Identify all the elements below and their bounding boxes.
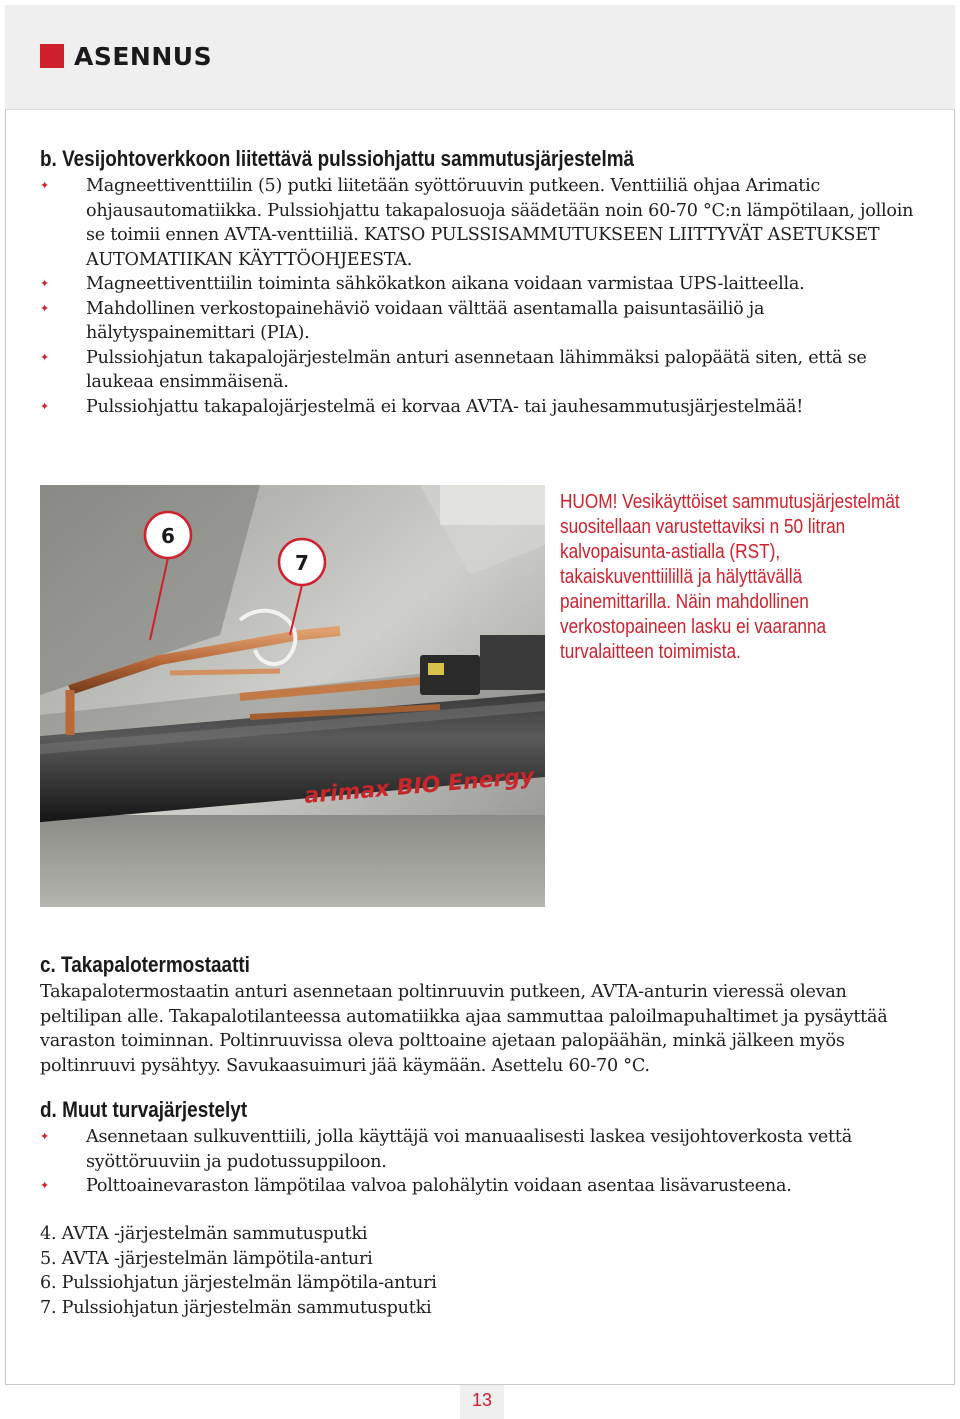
installation-photo-illustration — [40, 485, 545, 907]
legend-item: 5. AVTA -järjestelmän lämpötila-anturi — [40, 1248, 373, 1269]
bullet-icon: ✦ — [40, 1130, 49, 1143]
section-c-text: Takapalotermostaatin anturi asennetaan poltinruuvin putkeen, AVTA-anturin vieressä olevan peltilipan alle. Takapalotilanteessa automatiikka ajaa sammuttaa paloilmapuhaltimet ja pysäyttää varaston toiminnan. Poltinruuvissa oleva polttoaine ajetaan palopäähän, minkä jälkeen myös poltinruuvi pysähtyy. Savukaasuimuri jää käymään. Asettelu 60-70 °C. — [40, 982, 888, 1076]
legend-item: 7. Pulssiohjatun järjestelmän sammutusputki — [40, 1297, 432, 1318]
list-item: ✦ Magneettiventtiilin toiminta sähkökatkon aikana voidaan varmistaa UPS-laitteella. — [40, 272, 920, 297]
list-item: ✦ Pulssiohjattu takapalojärjestelmä ei korvaa AVTA- tai jauhesammutusjärjestelmää! — [40, 395, 920, 420]
list-item: ✦ Polttoainevaraston lämpötilaa valvoa palohälytin voidaan asentaa lisävarusteena. — [40, 1174, 920, 1199]
bullet-icon: ✦ — [40, 277, 49, 290]
bullet-icon: ✦ — [40, 350, 49, 364]
section-b-title: b. Vesijohtoverkkoon liitettävä pulssiohjattu sammutusjärjestelmä — [40, 146, 635, 171]
list-item: ✦ Pulssiohjatun takapalojärjestelmän anturi asennetaan lähimmäksi palopäätä siten, että se laukeaa ensimmäisenä. — [40, 347, 867, 392]
bullet-icon: ✦ — [40, 1179, 49, 1192]
huom-note: HUOM! Vesikäyttöiset sammutusjärjestelmät suositellaan varustettaviksi n 50 litran kalvopaisunta-astialla (RST), takaiskuventtiilillä ja hälyttävällä painemittarilla. Näin mahdollinen verkostopaineen lasku ei vaaranna turvalaitteen toimimista. — [560, 490, 900, 663]
list-item: ✦ Asennetaan sulkuventtiili, jolla käyttäjä voi manuaalisesti laskea vesijohtoverkosta vettä syöttöruuviin ja pudotussuppiloon. — [40, 1127, 852, 1172]
list-item: ✦ Magneettiventtiilin (5) putki liitetään syöttöruuvin putkeen. Venttiiliä ohjaa Arimatic ohjausautomatiikka. Pulssiohjattu takapalosuoja säädetään noin 60-70 °C:n lämpötilaan, jolloin se toimii ennen AVTA-venttiiliä. KATSO PULSSISAMMUTUKSEEN LIITTYVÄT ASETUKSET AUTOMATIIKAN KÄYTTÖOHJEESTA. — [40, 176, 914, 270]
header-accent-square — [40, 44, 64, 68]
photo-brand-text: arimax BIO Energy — [303, 763, 536, 809]
section-d-title: d. Muut turvajärjestelyt — [40, 1097, 248, 1122]
legend-item: 6. Pulssiohjatun järjestelmän lämpötila-anturi — [40, 1273, 437, 1293]
installation-photo — [40, 485, 545, 907]
section-d-bullet-list — [40, 1125, 920, 1199]
component-legend — [40, 1222, 437, 1320]
page-number: 13 — [460, 1385, 504, 1419]
legend-item: 4. AVTA -järjestelmän sammutusputki — [40, 1224, 368, 1244]
bullet-icon: ✦ — [40, 179, 49, 192]
section-c-title: c. Takapalotermostaatti — [40, 952, 250, 977]
bullet-icon: ✦ — [40, 301, 49, 315]
list-item: ✦ Mahdollinen verkostopainehäviö voidaan välttää asentamalla paisuntasäiliö ja hälytyspainemittari (PIA). — [40, 298, 765, 343]
callout-label-7: 7 — [295, 551, 309, 575]
page-header-title: ASENNUS — [74, 42, 213, 71]
bullet-icon: ✦ — [40, 399, 49, 413]
callout-label-6: 6 — [161, 524, 175, 548]
section-b-bullet-list — [40, 174, 920, 419]
